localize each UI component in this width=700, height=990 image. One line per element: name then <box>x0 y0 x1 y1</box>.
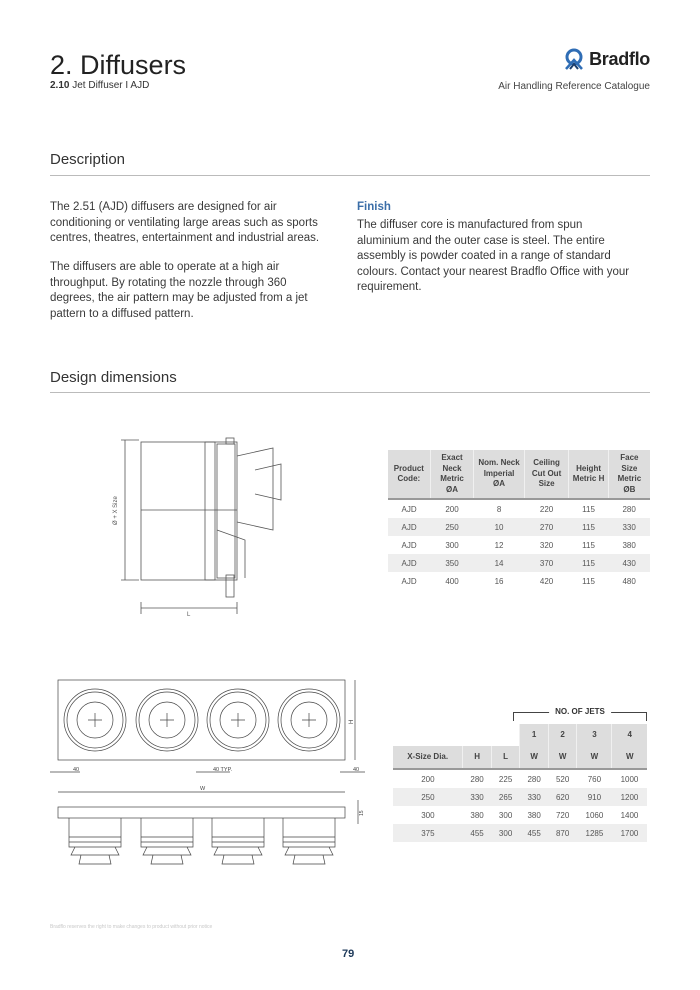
divider <box>50 392 650 393</box>
table-cell: 520 <box>555 774 570 784</box>
table-cell: 330 <box>520 788 549 806</box>
finish-paragraph: The diffuser core is manufactured from spun aluminium and the outer case is steel. The entire assembly is powder coated in a range of standard colours. Contact your nearest Bradflo Office with your requirement. <box>357 219 630 293</box>
dimension-label-h: H <box>349 719 355 724</box>
dimension-label-w: W <box>200 786 206 792</box>
table-cell: 225 <box>498 774 513 784</box>
column-header: W <box>520 746 549 769</box>
table-row <box>388 554 650 572</box>
section-number: 2.10 <box>50 80 70 91</box>
table-cell: 1060 <box>585 810 604 820</box>
table-cell: 1285 <box>577 824 612 842</box>
table-cell: 370 <box>524 554 569 572</box>
table-cell: 420 <box>539 576 554 586</box>
table-cell: 380 <box>527 810 541 820</box>
table-cell: 10 <box>474 518 524 536</box>
table-cell: 115 <box>582 576 595 586</box>
table-cell: 8 <box>496 504 502 514</box>
table-cell: 720 <box>555 810 570 820</box>
table-cell: 910 <box>577 788 612 806</box>
brand-name: Bradflo <box>589 48 650 69</box>
table-row <box>388 518 650 536</box>
finish-heading: Finish <box>357 201 391 213</box>
table-cell: AJD <box>388 518 430 536</box>
column-header: Face Size Metric ØB <box>608 450 650 499</box>
jets-count-header: 2 <box>548 724 577 746</box>
table-cell: 455 <box>520 824 549 842</box>
table-header-row <box>388 450 650 499</box>
catalogue-name: Air Handling Reference Catalogue <box>498 81 650 92</box>
table-cell: 330 <box>463 788 492 806</box>
nozzle-center-cross <box>231 713 245 727</box>
table-cell: 115 <box>569 518 608 536</box>
brand-logo <box>563 48 650 70</box>
table-cell: 455 <box>463 824 492 842</box>
table-row <box>393 769 647 788</box>
nozzle-side <box>141 818 193 864</box>
dimension-label-40: 40 <box>353 767 360 773</box>
table-cell: 300 <box>498 810 513 820</box>
table-cell: 300 <box>491 824 520 842</box>
column-header: Exact Neck Metric ØA <box>430 450 474 499</box>
description-heading: Description <box>50 151 126 168</box>
divider <box>50 175 650 176</box>
dimension-label-diameter: Ø + X Size <box>113 496 119 525</box>
table-row <box>393 824 647 842</box>
dimension-label-length: L <box>187 612 191 618</box>
jets-group-label: NO. OF JETS <box>549 707 611 716</box>
table-cell: 1000 <box>620 774 639 784</box>
column-header: Product Code: <box>388 450 430 499</box>
table-cell: 115 <box>582 504 595 514</box>
table-row <box>393 806 647 824</box>
table-cell: AJD <box>388 554 430 572</box>
table-cell: 115 <box>582 540 595 550</box>
table-cell: 280 <box>470 774 484 784</box>
description-paragraph-1: The 2.51 (AJD) diffusers are designed for air conditioning or ventilating large areas such as sports centres, theatres, entertainment and industrial areas. <box>50 201 320 244</box>
table-cell: 280 <box>622 504 636 514</box>
page-title: 2. Diffusers <box>50 50 187 80</box>
dimension-label-40-typ: 40 TYP. <box>213 767 233 773</box>
table-cell: 350 <box>430 554 474 572</box>
jets-dimensions-table <box>393 724 647 842</box>
table-cell: AJD <box>401 576 417 586</box>
table-cell: 430 <box>608 554 650 572</box>
page-number: 79 <box>342 948 355 960</box>
product-dimensions-table <box>388 450 650 590</box>
table-row <box>388 536 650 554</box>
table-cell: 1200 <box>612 788 647 806</box>
column-header: W <box>612 746 647 769</box>
column-header: H <box>463 746 492 769</box>
column-header: Height Metric H <box>569 450 608 499</box>
nozzle-side <box>212 818 264 864</box>
nozzle-center-cross <box>160 713 174 727</box>
jets-group-bracket <box>513 707 647 721</box>
front-view-drawing <box>50 672 370 872</box>
column-header: W <box>577 746 612 769</box>
table-row <box>393 788 647 806</box>
design-dimensions-heading: Design dimensions <box>50 369 177 386</box>
nozzle-center-cross <box>88 713 102 727</box>
dimension-label-15: 15 <box>359 810 365 816</box>
column-header: X-Size Dia. <box>393 746 463 769</box>
section-subtitle <box>50 80 149 91</box>
table-cell: 220 <box>539 504 554 514</box>
table-cell: AJD <box>401 504 417 514</box>
side-view-drawing <box>105 430 305 630</box>
nozzle-side <box>283 818 335 864</box>
table-cell: 400 <box>445 576 459 586</box>
table-cell: 250 <box>430 518 474 536</box>
table-cell: 300 <box>445 540 459 550</box>
column-header: Ceiling Cut Out Size <box>524 450 569 499</box>
table-cell: 620 <box>548 788 577 806</box>
table-row <box>388 499 650 518</box>
table-cell: 1400 <box>620 810 639 820</box>
column-header: L <box>491 746 520 769</box>
table-cell: 280 <box>527 774 541 784</box>
table-cell: 200 <box>445 504 459 514</box>
table-cell: 760 <box>587 774 602 784</box>
column-header: W <box>548 746 577 769</box>
table-cell: 330 <box>608 518 650 536</box>
table-cell: 265 <box>491 788 520 806</box>
table-cell: 200 <box>421 774 435 784</box>
table-cell: 320 <box>539 540 554 550</box>
table-cell: 375 <box>393 824 463 842</box>
description-paragraph-2: The diffusers are able to operate at a high air throughput. By rotating the nozzle through 360 degrees, the air pattern may be adjusted from a jet pattern to a diffused pattern. <box>50 261 308 320</box>
column-header: Nom. Neck Imperial ØA <box>474 450 524 499</box>
nozzle-center-cross <box>302 713 316 727</box>
table-cell: 380 <box>470 810 484 820</box>
table-row <box>388 572 650 590</box>
jets-number-row <box>393 724 647 746</box>
table-cell: 380 <box>622 540 636 550</box>
jets-count-header: 1 <box>520 724 549 746</box>
table-cell: AJD <box>401 540 417 550</box>
table-cell: 270 <box>524 518 569 536</box>
jets-count-header: 4 <box>612 724 647 746</box>
table-cell: 480 <box>622 576 636 586</box>
table-cell: 14 <box>474 554 524 572</box>
table-cell: 250 <box>393 788 463 806</box>
bradflo-logo-icon <box>563 48 585 70</box>
dimension-label-40: 40 <box>73 767 80 773</box>
table-cell: 1700 <box>612 824 647 842</box>
table-cell: 115 <box>569 554 608 572</box>
table-header-row <box>393 746 647 769</box>
table-cell: 12 <box>494 540 504 550</box>
nozzle-side <box>69 818 121 864</box>
jets-count-header: 3 <box>577 724 612 746</box>
table-cell: 870 <box>548 824 577 842</box>
table-cell: 300 <box>421 810 435 820</box>
disclaimer: Bradflo reserves the right to make changes to product without prior notice <box>50 924 213 930</box>
section-name: Jet Diffuser I AJD <box>72 80 150 91</box>
table-cell: 16 <box>494 576 504 586</box>
